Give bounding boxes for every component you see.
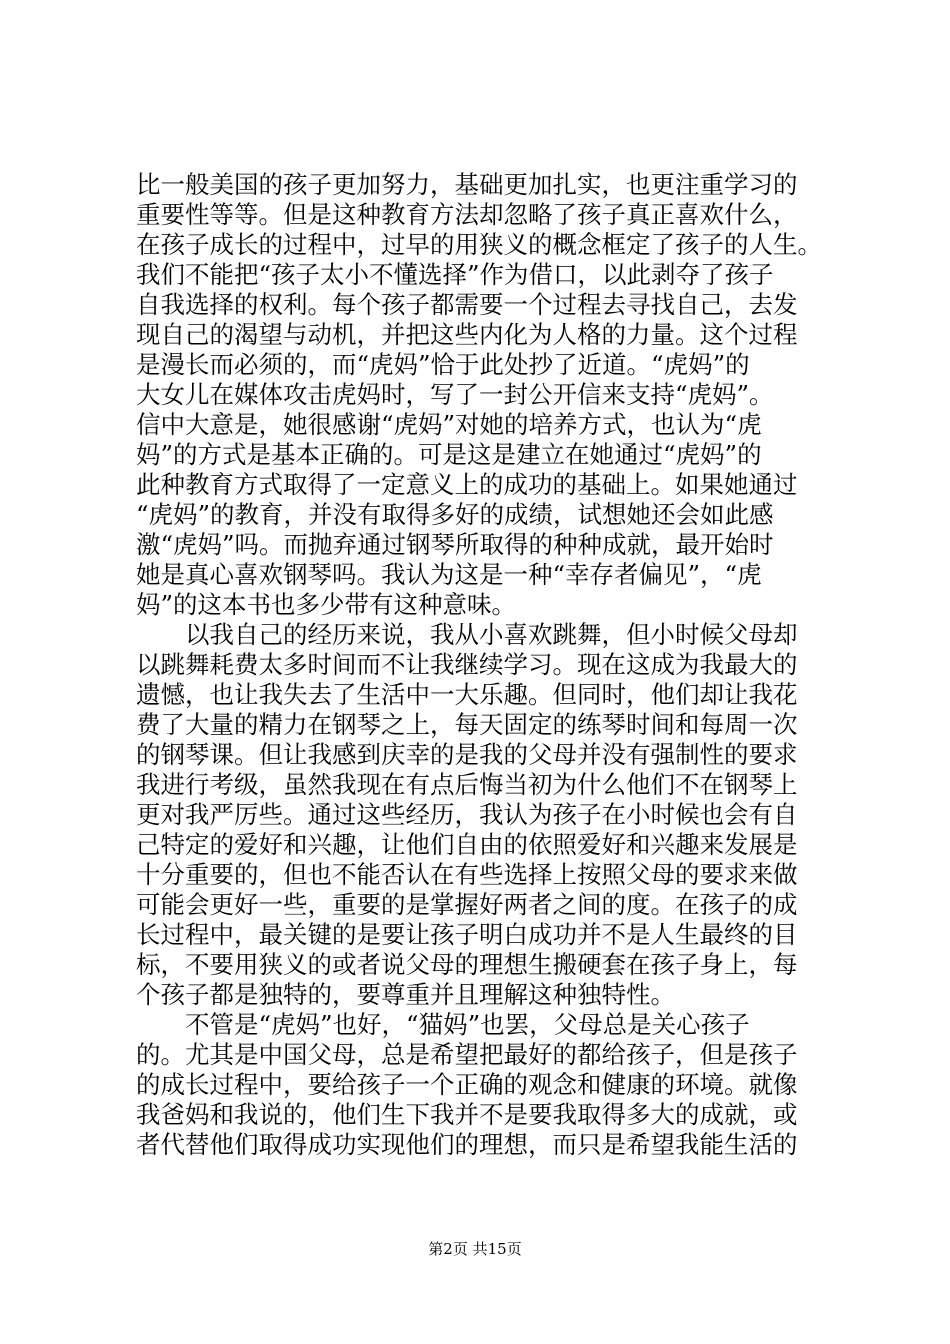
text-line: 长过程中，最关键的是要让孩子明白成功并不是人生最终的目 — [136, 920, 798, 949]
text-line: 以我自己的经历来说，我从小喜欢跳舞，但小时候父母却 — [136, 620, 798, 649]
text-line: 的钢琴课。但让我感到庆幸的是我的父母并没有强制性的要求 — [136, 740, 798, 769]
text-line: 此种教育方式取得了一定意义上的成功的基础上。如果她通过 — [136, 470, 798, 499]
text-line: 我们不能把“孩子太小不懂选择”作为借口，以此剥夺了孩子 — [136, 260, 774, 289]
text-line: 是漫长而必须的，而“虎妈”恰于此处抄了近道。“虎妈”的 — [136, 350, 750, 379]
text-line: 我进行考级，虽然我现在有点后悔当初为什么他们不在钢琴上 — [136, 770, 798, 799]
text-line: 可能会更好一些，重要的是掌握好两者之间的度。在孩子的成 — [136, 890, 798, 919]
text-line: 己特定的爱好和兴趣，让他们自由的依照爱好和兴趣来发展是 — [136, 830, 798, 859]
text-line: 自我选择的权利。每个孩子都需要一个过程去寻找自己，去发 — [136, 290, 798, 319]
text-line: 比一般美国的孩子更加努力，基础更加扎实，也更注重学习的 — [136, 170, 798, 199]
text-line: 以跳舞耗费太多时间而不让我继续学习。现在这成为我最大的 — [136, 650, 798, 679]
text-line: 的成长过程中，要给孩子一个正确的观念和健康的环境。就像 — [136, 1070, 798, 1099]
text-line: 费了大量的精力在钢琴之上，每天固定的练琴时间和每周一次 — [136, 710, 798, 739]
text-line: 重要性等等。但是这种教育方法却忽略了孩子真正喜欢什么， — [136, 200, 798, 229]
page-number: 第2页 共15页 — [428, 1240, 522, 1258]
text-line: 者代替他们取得成功实现他们的理想，而只是希望我能生活的 — [136, 1130, 798, 1159]
text-line: 个孩子都是独特的，要尊重并且理解这种独特性。 — [136, 980, 675, 1009]
text-line: 大女儿在媒体攻击虎妈时，写了一封公开信来支持“虎妈”。 — [136, 380, 774, 409]
text-line: 遗憾，也让我失去了生活中一大乐趣。但同时，他们却让我花 — [136, 680, 798, 709]
text-line: “虎妈”的教育，并没有取得多好的成绩，试想她还会如此感 — [136, 500, 774, 529]
text-line: 标，不要用狭义的或者说父母的理想生搬硬套在孩子身上，每 — [136, 950, 798, 979]
text-line: 在孩子成长的过程中，过早的用狭义的概念框定了孩子的人生。 — [136, 230, 822, 259]
text-line: 她是真心喜欢钢琴吗。我认为这是一种“幸存者偏见”，“虎 — [136, 560, 762, 589]
document-body — [136, 170, 832, 1160]
text-line: 的。尤其是中国父母，总是希望把最好的都给孩子，但是孩子 — [136, 1040, 798, 1069]
text-line: 不管是“虎妈”也好，“猫妈”也罢，父母总是关心孩子 — [136, 1010, 750, 1039]
text-line: 信中大意是，她很感谢“虎妈”对她的培养方式，也认为“虎 — [136, 410, 762, 439]
text-line: 我爸妈和我说的，他们生下我并不是要我取得多大的成就，或 — [136, 1100, 798, 1129]
text-line: 激“虎妈”吗。而抛弃通过钢琴所取得的种种成就，最开始时 — [136, 530, 774, 559]
text-line: 妈”的方式是基本正确的。可是这是建立在她通过“虎妈”的 — [136, 440, 762, 469]
text-line: 更对我严厉些。通过这些经历，我认为孩子在小时候也会有自 — [136, 800, 798, 829]
text-line: 现自己的渴望与动机，并把这些内化为人格的力量。这个过程 — [136, 320, 798, 349]
text-line: 十分重要的，但也不能否认在有些选择上按照父母的要求来做 — [136, 860, 798, 889]
text-line: 妈”的这本书也多少带有这种意味。 — [136, 590, 517, 619]
